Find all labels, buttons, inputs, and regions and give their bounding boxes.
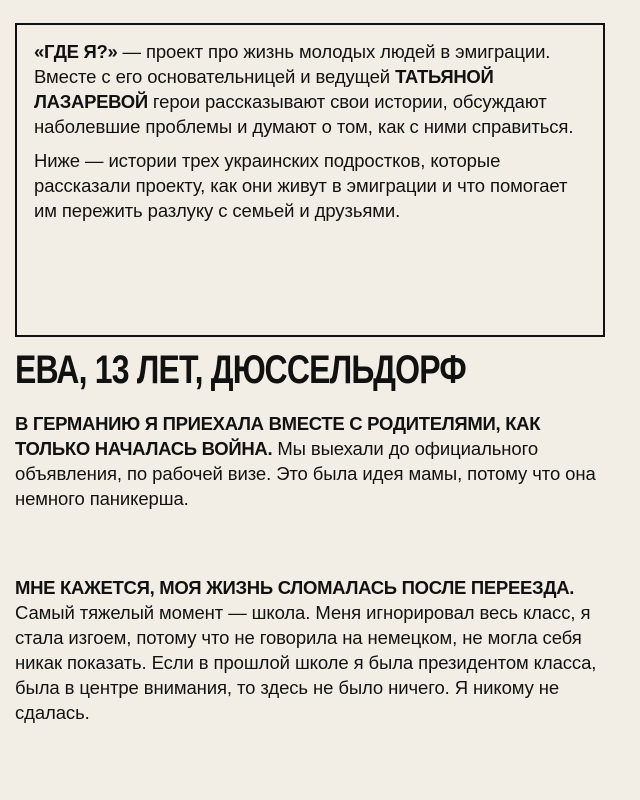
story-text-1: Мы выехали до официального объявления, по рабочей визе. Это была идея мамы, потому что она немного паникерша.	[15, 438, 596, 509]
intro-text-b: герои рассказывают свои истории, обсуждают наболевшие проблемы и думают о том, как с ними справиться.	[34, 91, 574, 137]
story-paragraph-1	[15, 411, 615, 511]
story-lead-1: В ГЕРМАНИЮ Я ПРИЕХАЛА ВМЕСТЕ С РОДИТЕЛЯМИ, КАК ТОЛЬКО НАЧАЛАСЬ ВОЙНА.	[15, 413, 541, 459]
intro-box	[15, 23, 605, 337]
story-text-2: Самый тяжелый момент — школа. Меня игнорировал весь класс, я стала изгоем, потому что не говорила на немецком, не могла себя никак показать. Если в прошлой школе я была президентом класса, была в центре внимания, то здесь не было ничего. Я никому не сдалась.	[15, 602, 597, 723]
intro-paragraph-1	[34, 39, 587, 139]
section-title: ЕВА, 13 ЛЕТ, ДЮССЕЛЬДОРФ	[15, 348, 466, 392]
intro-text-a: — проект про жизнь молодых людей в эмиграции. Вместе с его основательницей и ведущей	[34, 41, 551, 87]
story-lead-2: МНЕ КАЖЕТСЯ, МОЯ ЖИЗНЬ СЛОМАЛАСЬ ПОСЛЕ ПЕРЕЕЗДА.	[15, 577, 575, 598]
host-name: ТАТЬЯНОЙ ЛАЗАРЕВОЙ	[34, 66, 494, 112]
story-paragraph-2	[15, 575, 615, 725]
intro-paragraph-2: Ниже — истории трех украинских подростков, которые рассказали проекту, как они живут в эмиграции и что помогает им пережить разлуку с семьей и друзьями.	[34, 150, 568, 221]
project-name: «ГДЕ Я?»	[34, 41, 118, 62]
